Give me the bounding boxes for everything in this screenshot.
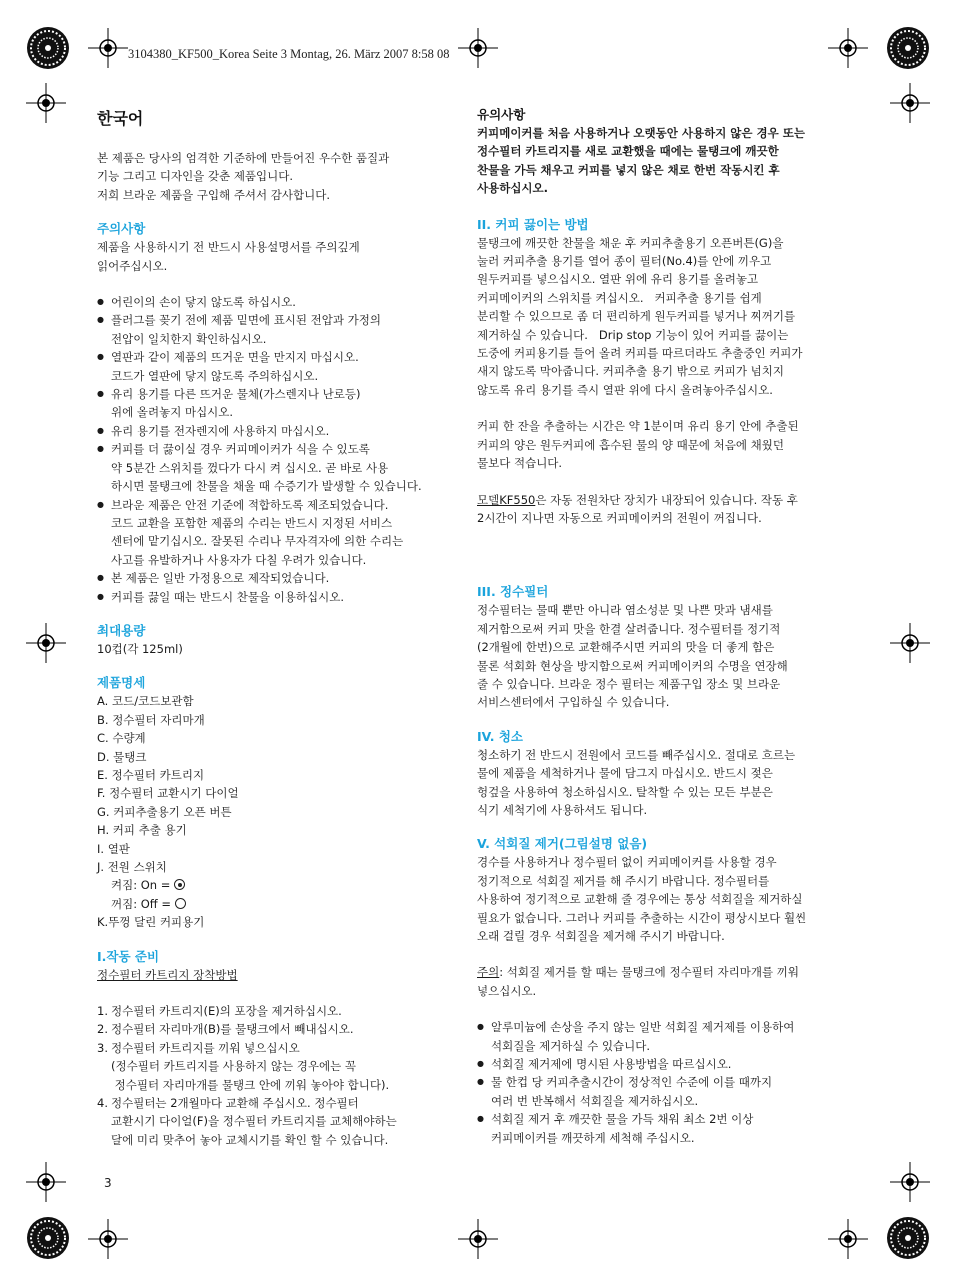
bullet-text: 열판과 같이 제품의 뜨거운 면을 만지지 마십시오.	[111, 350, 359, 365]
bullet-text: 위에 올려놓지 마십시오.	[111, 405, 234, 420]
power-off-icon	[175, 898, 186, 909]
step-number: 4.	[97, 1096, 108, 1111]
part-item: A. 코드/코드보관함	[97, 694, 194, 709]
starburst-mark-bottom-right	[886, 1216, 930, 1260]
right-column	[477, 106, 857, 1147]
descale-line: 정기적으로 석회질 제거를 해 주시기 바랍니다. 정수필터를	[477, 873, 770, 888]
filter-line: (2개월에 한번)으로 교환해주시면 커피의 맛을 더 좋게 함은	[477, 640, 775, 655]
step-text: 달에 미리 맞추어 놓아 교체시기를 확인 할 수 있습니다.	[111, 1132, 389, 1147]
part-item: K.뚜껑 달린 커피용기	[97, 915, 205, 930]
capacity-text: 10컵(각 125ml)	[97, 641, 183, 656]
caution-bullet	[97, 293, 463, 311]
filter-line: 물론 석회화 현상을 방지함으로써 커피메이커의 수명을 연장해	[477, 658, 788, 673]
brew-line: 커피메이커의 스위치를 켜십시오. 커피추출 용기를 쉽게	[477, 290, 762, 305]
clean-line: 청소하기 전 반드시 전원에서 코드를 빼주십시오. 절대로 흐르는	[477, 747, 796, 762]
prep-heading: I.작동 준비	[97, 948, 160, 964]
bullet-text: 사고를 유발하거나 사용자가 다칠 우려가 있습니다.	[111, 552, 367, 567]
caution-bullet	[97, 311, 463, 348]
note-line: 정수필터 카트리지를 새로 교환했을 때에는 물탱크에 깨끗한	[477, 144, 779, 159]
caution-bullet	[97, 348, 463, 385]
bullet-text: 물 한컵 당 커피추출시간이 정상적인 수준에 이를 때까지	[491, 1075, 773, 1090]
part-item: B. 정수필터 자리마개	[97, 712, 205, 727]
step-text: 정수필터는 2개월마다 교환해 주십시오. 정수필터	[111, 1096, 359, 1111]
switch-on-row	[97, 876, 463, 894]
bullet-text: 하시면 물탱크에 찬물을 채울 때 수증기가 발생할 수 있습니다.	[111, 479, 422, 494]
bullet-text: 약 5분간 스위치를 껐다가 다시 켜 십시오. 곧 바로 사용	[111, 460, 389, 475]
step-number: 1.	[97, 1004, 108, 1019]
step-text: (정수필터 카트리지를 사용하지 않는 경우에는 꼭	[111, 1059, 356, 1074]
step-text: 정수필터 카트리지를 끼워 넣으십시오	[111, 1040, 300, 1055]
intro-line: 본 제품은 당사의 엄격한 기준하에 만들어진 우수한 품질과	[97, 151, 390, 165]
part-item: E. 정수필터 카트리지	[97, 767, 205, 782]
capacity-heading: 최대용량	[97, 622, 146, 638]
clean-heading: IV. 청소	[477, 728, 523, 744]
part-item: F. 정수필터 교환시기 다이얼	[97, 786, 239, 801]
model-line	[477, 491, 857, 509]
step-text: 정수필터 자리마개를 물탱크 안에 끼워 놓아야 합니다).	[111, 1077, 390, 1092]
left-column	[97, 106, 463, 1149]
bullet-text: 석회질 제거제에 명시된 사용방법을 따르십시오.	[491, 1057, 732, 1072]
clean-line: 식기 세척기에 사용하셔도 됩니다.	[477, 802, 648, 817]
descale-line: 사용하여 정기적으로 교환해 줄 경우에는 통상 석회질을 제거하실	[477, 892, 803, 907]
note-line: 사용하십시오.	[477, 181, 549, 196]
brew-time-line: 커피의 양은 원두커피에 흡수된 물의 양 때문에 처음에 채웠던	[477, 437, 784, 452]
brew-line: 제거하실 수 있습니다. Drip stop 기능이 있어 커피를 끓이는	[477, 327, 789, 342]
caution-bullet	[97, 385, 463, 422]
descale-line: 필요가 없습니다. 그러나 커피를 추출하는 시간이 평상시보다 훨씬	[477, 910, 807, 925]
caution-bullet	[97, 422, 463, 440]
descale-list	[477, 1018, 857, 1147]
descale-bullet	[477, 1073, 857, 1110]
brew-time-line: 물보다 적습니다.	[477, 456, 563, 471]
bullet-text: 코드가 열판에 닿지 않도록 주의하십시오.	[111, 368, 319, 383]
caution-bullet	[97, 588, 463, 606]
brew-line: 눌러 커피추출 용기를 열어 종이 필터(No.4)를 안에 끼우고	[477, 254, 772, 269]
caution-heading: 주의사항	[97, 221, 146, 237]
model-line: 2시간이 지나면 자동으로 커피메이커의 전원이 꺼집니다.	[477, 510, 762, 525]
descale-note-line: 넣으십시오.	[477, 983, 537, 998]
brew-line: 않도록 유리 용기를 즉시 열판 위에 다시 올려놓아주십시오.	[477, 382, 773, 397]
note-heading: 유의사항	[477, 107, 526, 122]
registration-mark-right-upper	[890, 83, 930, 123]
descale-bullet	[477, 1055, 857, 1073]
brew-line: 물탱크에 깨끗한 찬물을 채운 후 커피추출용기 오픈버튼(G)을	[477, 235, 784, 250]
prep-subheading: 정수필터 카트리지 장착방법	[97, 967, 238, 982]
filter-heading: III. 정수필터	[477, 584, 549, 600]
starburst-mark-top-left	[26, 26, 70, 70]
descale-heading: V. 석회질 제거(그림설명 없음)	[477, 836, 648, 852]
starburst-mark-top-right	[886, 26, 930, 70]
brew-heading: II. 커피 끓이는 방법	[477, 216, 589, 232]
prep-step	[97, 1094, 463, 1149]
power-on-icon	[174, 879, 185, 890]
note-line: 찬물을 가득 채우고 커피를 넣지 않은 채로 한번 작동시킨 후	[477, 162, 780, 177]
part-item: C. 수량계	[97, 731, 146, 746]
registration-mark-bottom-left	[88, 1219, 128, 1259]
brew-line: 도중에 커피용기를 들어 올려 커피를 따르더라도 추출중인 커피가	[477, 346, 803, 361]
descale-line: 경수를 사용하거나 정수필터 없이 커피메이커를 사용할 경우	[477, 855, 777, 870]
descale-note-text: : 석회질 제거를 할 때는 물탱크에 정수필터 자리마개를 끼워	[499, 965, 799, 980]
caution-bullet	[97, 440, 463, 495]
clean-line: 헝겊을 사용하여 청소하십시오. 탈착할 수 있는 모든 부분은	[477, 784, 773, 799]
part-item: G. 커피추출용기 오픈 버튼	[97, 804, 232, 819]
switch-off-label: 꺼짐: Off =	[111, 896, 172, 911]
registration-mark-top-left	[88, 28, 128, 68]
bullet-text: 커피를 끓일 때는 반드시 찬물을 이용하십시오.	[111, 589, 345, 604]
caution-line: 읽어주십시오.	[97, 258, 168, 273]
bullet-text: 커피메이커를 깨끗하게 세척해 주십시오.	[491, 1130, 695, 1145]
prep-step	[97, 1020, 463, 1038]
caution-list	[97, 293, 463, 606]
descale-bullet	[477, 1018, 857, 1055]
part-item: H. 커피 추출 용기	[97, 823, 187, 838]
prep-steps	[97, 1002, 463, 1149]
bullet-text: 석회질을 제거하실 수 있습니다.	[491, 1038, 651, 1053]
model-text: 은 자동 전원차단 장치가 내장되어 있습니다. 작동 후	[535, 492, 798, 507]
note-line: 커피메이커를 처음 사용하거나 오랫동안 사용하지 않은 경우 또는	[477, 126, 805, 140]
step-number: 3.	[97, 1040, 108, 1055]
bullet-text: 유리 용기를 전자렌지에 사용하지 마십시오.	[111, 423, 330, 438]
registration-mark-bottom-center	[458, 1219, 498, 1259]
language-title: 한국어	[97, 109, 144, 128]
brew-line: 원두커피를 넣으십시오. 열판 위에 유리 용기를 올려놓고	[477, 272, 759, 287]
bullet-text: 센터에 맡기십시오. 잘못된 수리나 무자격자에 의한 수리는	[111, 534, 404, 549]
bullet-text: 석회질 제거 후 깨끗한 물을 가득 채워 최소 2번 이상	[491, 1112, 754, 1127]
switch-off-row	[97, 895, 463, 913]
registration-mark-bottom-right	[828, 1219, 868, 1259]
clean-line: 물에 제품을 세척하거나 물에 담그지 마십시오. 반드시 젖은	[477, 766, 773, 781]
bullet-text: 코드 교환을 포함한 제품의 수리는 반드시 지정된 서비스	[111, 515, 393, 530]
part-item: D. 물탱크	[97, 749, 147, 764]
bullet-text: 본 제품은 일반 가정용으로 제작되었습니다.	[111, 571, 330, 586]
bullet-text: 유리 용기를 다른 뜨거운 물체(가스렌지나 난로등)	[111, 387, 361, 402]
registration-mark-right-middle	[890, 623, 930, 663]
descale-note-line	[477, 963, 857, 981]
page-number: 3	[104, 1176, 112, 1190]
registration-mark-left-lower	[26, 1162, 66, 1202]
bullet-text: 어린이의 손이 닿지 않도록 하십시오.	[111, 295, 296, 310]
step-text: 교환시기 다이얼(F)을 정수필터 카트리지를 교체해야하는	[111, 1114, 397, 1129]
filter-line: 줄 수 있습니다. 브라운 정수 필터는 제품구입 장소 및 브라운	[477, 676, 781, 691]
part-item: J. 전원 스위치	[97, 860, 167, 874]
prep-step	[97, 1039, 463, 1094]
registration-mark-top-center	[458, 28, 498, 68]
caution-bullet	[97, 496, 463, 570]
bullet-text: 커피를 더 끓이실 경우 커피메이커가 식을 수 있도록	[111, 442, 370, 457]
parts-list	[97, 692, 463, 931]
intro-line: 저희 브라운 제품을 구입해 주셔서 감사합니다.	[97, 187, 331, 202]
bullet-text: 브라운 제품은 안전 기준에 적합하도록 제조되었습니다.	[111, 497, 389, 512]
part-item: I. 열판	[97, 841, 130, 856]
registration-mark-left-upper	[26, 83, 66, 123]
registration-mark-top-right	[828, 28, 868, 68]
print-slug: 3104380_KF500_Korea Seite 3 Montag, 26. März 2007 8:58 08	[128, 47, 450, 61]
descale-bullet	[477, 1110, 857, 1147]
starburst-mark-bottom-left	[26, 1216, 70, 1260]
registration-mark-right-lower	[890, 1162, 930, 1202]
bullet-text: 전압이 일치한지 확인하십시오.	[111, 331, 267, 346]
registration-mark-left-middle	[26, 623, 66, 663]
intro-line: 기능 그리고 디자인을 갖춘 제품입니다.	[97, 169, 294, 184]
switch-on-label: 켜짐: On =	[111, 878, 171, 893]
step-text: 정수필터 자리마개(B)를 물탱크에서 빼내십시오.	[111, 1022, 354, 1037]
brew-line: 새지 않도록 막아줍니다. 커피추출 용기 밖으로 커피가 넘치지	[477, 364, 784, 379]
brew-line: 분리할 수 있으므로 좀 더 편리하게 원두커피를 넣거나 찌꺼기를	[477, 309, 796, 324]
brew-time-line: 커피 한 잔을 추출하는 시간은 약 1분이며 유리 용기 안에 추출된	[477, 419, 799, 434]
filter-line: 서비스센터에서 구입하실 수 있습니다.	[477, 695, 670, 710]
caution-line: 제품을 사용하시기 전 반드시 사용설명서를 주의깊게	[97, 240, 360, 255]
descale-note-label: 주의	[477, 965, 500, 980]
bullet-text: 여러 번 반복해서 석회질을 제거하십시오.	[491, 1093, 699, 1108]
bullet-text: 플러그를 꽂기 전에 제품 밑면에 표시된 전압과 가정의	[111, 313, 381, 328]
parts-heading: 제품명세	[97, 675, 146, 691]
model-label: 모델KF550	[477, 492, 536, 507]
prep-step	[97, 1002, 463, 1020]
step-number: 2.	[97, 1022, 108, 1037]
descale-line: 오래 걸릴 경우 석회질을 제거해 주시기 바랍니다.	[477, 929, 725, 943]
bullet-text: 알루미늄에 손상을 주지 않는 일반 석회질 제거제를 이용하여	[491, 1020, 795, 1035]
step-text: 정수필터 카트리지(E)의 포장을 제거하십시오.	[111, 1004, 342, 1019]
intro-text	[97, 149, 463, 204]
filter-line: 정수필터는 물때 뿐만 아니라 염소성분 및 나쁜 맛과 냄새를	[477, 603, 773, 618]
caution-bullet	[97, 569, 463, 587]
filter-line: 제거함으로써 커피 맛을 한결 살려줍니다. 정수필터를 정기적	[477, 621, 781, 636]
